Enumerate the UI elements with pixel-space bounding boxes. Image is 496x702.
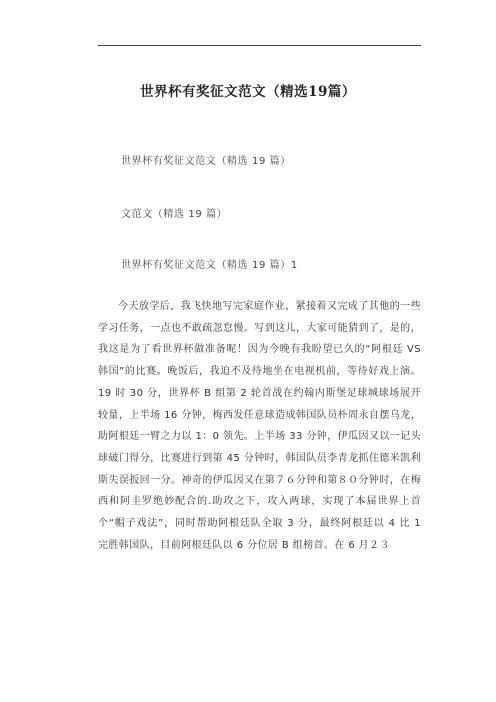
document-title: 世界杯有奖征文范文（精选19篇） xyxy=(140,84,356,100)
body-text xyxy=(98,296,421,556)
section-heading: 世界杯有奖征文范文（精选 19 篇）1 xyxy=(121,260,298,271)
header-rule xyxy=(98,45,421,46)
body-paragraph: 今天放学后，我飞快地写完家庭作业，紧接着又完成了其他的一些学习任务，一点也不敢疏忽怠慢。写到这儿，大家可能猜到了，是的，我这是为了看世界杯做准备呢！因为今晚有我盼望已久的“阿根廷 VS 韩国”的比赛。晚饭后，我迫不及待地坐在电视机前，等待好戏上演。19 时 30 分，世界杯 B 组第 2 轮首战在约翰内斯堡足球城球场展开较量，上半场 16 分钟，梅西发任意球造成韩国队员朴周永自摆乌龙，助阿根廷一臂之力以 1：0 领先。上半场 33 分钟，伊瓜因又以一记头球破门得分，比赛进行到第 45 分钟时，韩国队员李青龙抓住德米凯利斯失误扳回一分。神奇的伊瓜因又在第７６分钟和第８０分钟时，在梅西和阿圭罗绝妙配合的.助攻之下，攻入两球，实现了本届世界上首个“帽子戏法”，同时帮助阿根廷队全取 3 分，最终阿根廷以 4 比 1 完胜韩国队，目前阿根廷队以 6 分位居 B 组榜首。在 6 月２３ xyxy=(98,301,421,551)
subtitle-line: 文范文（精选 19 篇） xyxy=(121,209,228,220)
subtitle-line: 世界杯有奖征文范文（精选 19 篇） xyxy=(121,156,291,167)
